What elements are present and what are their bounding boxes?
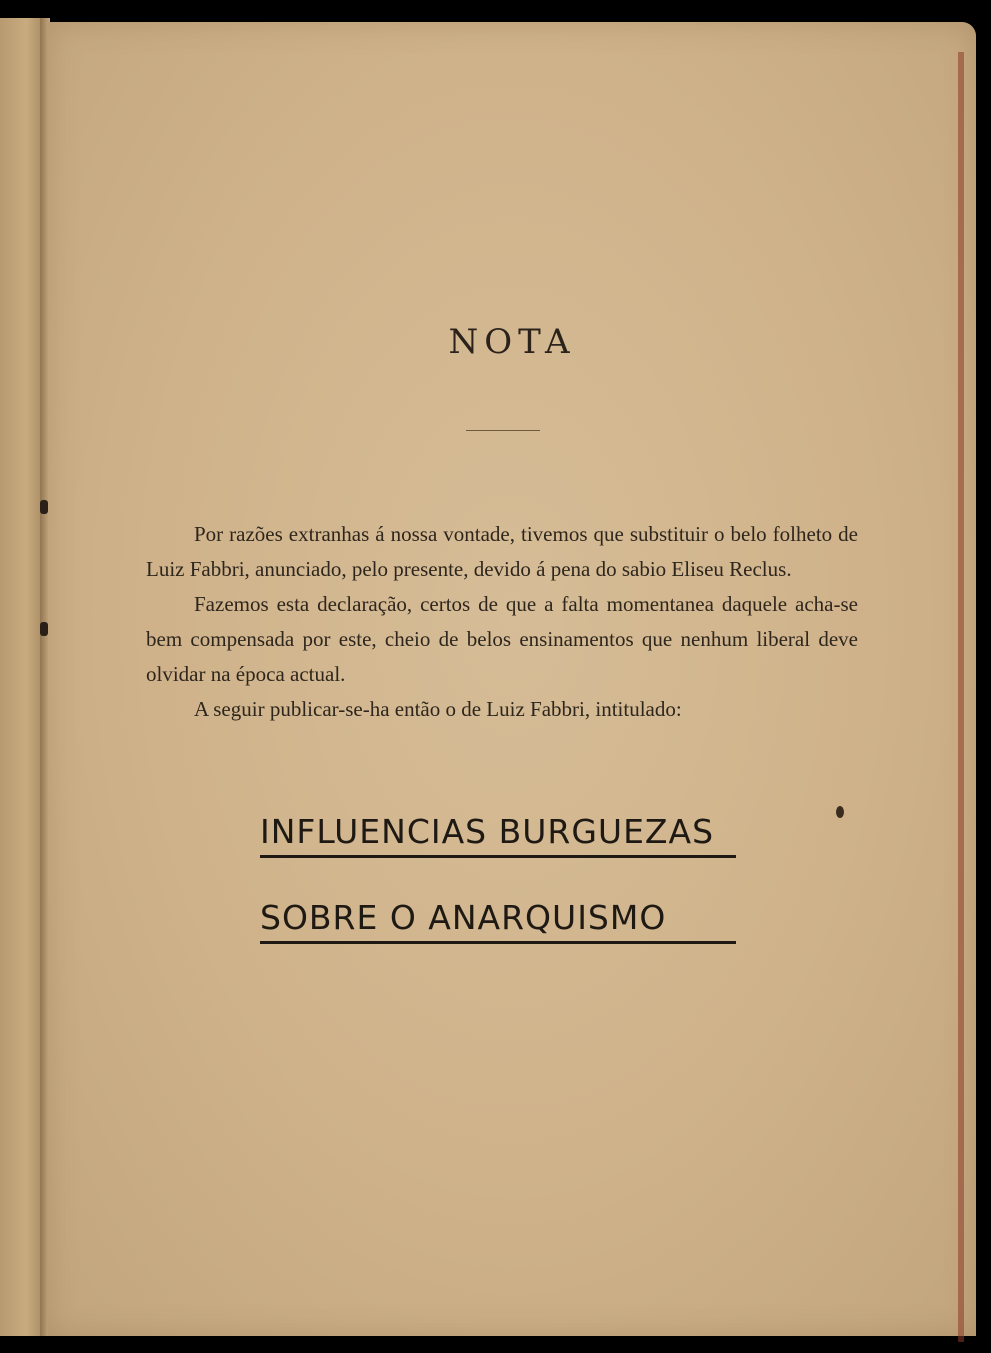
binding-stitch xyxy=(40,500,48,514)
paragraph: A seguir publicar-se-ha então o de Luiz Fabbri, intitulado: xyxy=(194,697,682,721)
headline-line-2: SOBRE O ANARQUISMO xyxy=(260,898,736,944)
title-divider xyxy=(466,430,540,431)
paragraph: Por razões extranhas á nossa vontade, tivemos que substituir o belo folheto de Luiz Fabbri, anunciado, pelo presente, devido á pena do sabio Eliseu Reclus. xyxy=(146,522,858,581)
headline-line-1: INFLUENCIAS BURGUEZAS xyxy=(260,812,736,858)
body-text xyxy=(146,517,858,727)
left-page-edge xyxy=(0,18,44,1336)
cover-edge xyxy=(958,52,964,1342)
page-title: NOTA xyxy=(448,322,576,362)
page xyxy=(48,22,976,1336)
binding-stitch xyxy=(40,622,48,636)
ink-speck xyxy=(836,806,844,818)
paragraph: Fazemos esta declaração, certos de que a falta momentanea daquele acha-se bem compensada por este, cheio de belos ensinamentos que nenhum liberal deve olvidar na época actual. xyxy=(146,592,858,686)
